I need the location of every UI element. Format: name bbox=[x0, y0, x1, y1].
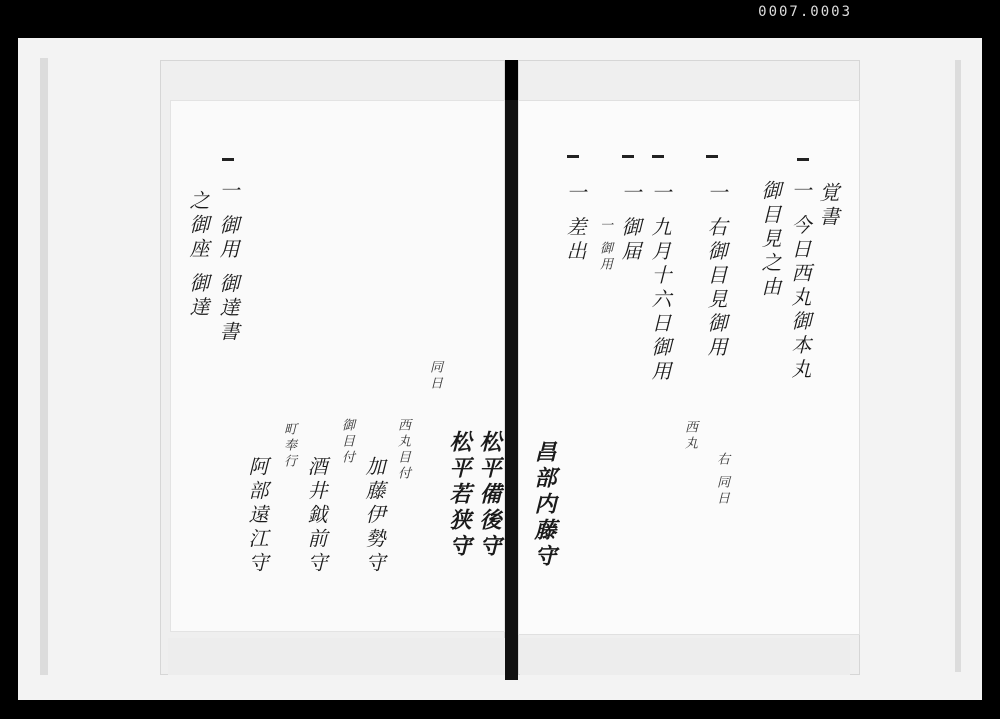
text-column: 町奉行 bbox=[281, 422, 296, 470]
signature: 昌部内藤守 bbox=[531, 440, 557, 570]
name-entry: 加藤伊勢守 bbox=[362, 456, 386, 576]
left-bottom-tab bbox=[168, 638, 505, 675]
text-column: 一 御用 御達書 bbox=[216, 180, 240, 345]
text-column: 一 今日西丸御本丸 bbox=[788, 180, 812, 383]
bullet-mark bbox=[222, 158, 234, 161]
bullet-mark bbox=[567, 155, 579, 158]
right-bottom-tab bbox=[520, 638, 850, 675]
text-column: 一 御用 bbox=[597, 218, 612, 274]
text-column: 一 御届 bbox=[618, 182, 642, 265]
text-column: 御目見之由 bbox=[758, 180, 782, 300]
bullet-mark bbox=[622, 155, 634, 158]
mount-edge-left bbox=[40, 58, 48, 675]
name-entry: 松平備後守 bbox=[476, 430, 502, 560]
bullet-mark bbox=[797, 158, 809, 161]
bullet-mark bbox=[706, 155, 718, 158]
text-column: 西丸目付 bbox=[395, 418, 410, 482]
text-column: 一 差出 bbox=[563, 182, 587, 265]
binding-gutter bbox=[505, 60, 518, 680]
name-entry: 酒井鉞前守 bbox=[304, 456, 328, 576]
binding-gutter-top bbox=[505, 60, 518, 100]
text-column: 一 右御目見御用 bbox=[704, 182, 728, 361]
text-column: 同日 bbox=[427, 360, 442, 392]
mount-edge-right bbox=[955, 60, 961, 672]
text-column: 西丸 bbox=[682, 420, 697, 452]
text-column: 一 九月十六日御用 bbox=[648, 182, 672, 385]
frame-code: 0007.0003 bbox=[758, 4, 852, 20]
text-column: 御目付 bbox=[339, 418, 354, 466]
text-column: 右 同日 bbox=[714, 452, 729, 508]
text-column: 覚書 bbox=[816, 182, 840, 230]
bullet-mark bbox=[652, 155, 664, 158]
name-entry: 阿部遠江守 bbox=[245, 456, 269, 576]
text-column: 之御座 御達 bbox=[186, 190, 210, 321]
name-entry: 松平若狭守 bbox=[446, 430, 472, 560]
